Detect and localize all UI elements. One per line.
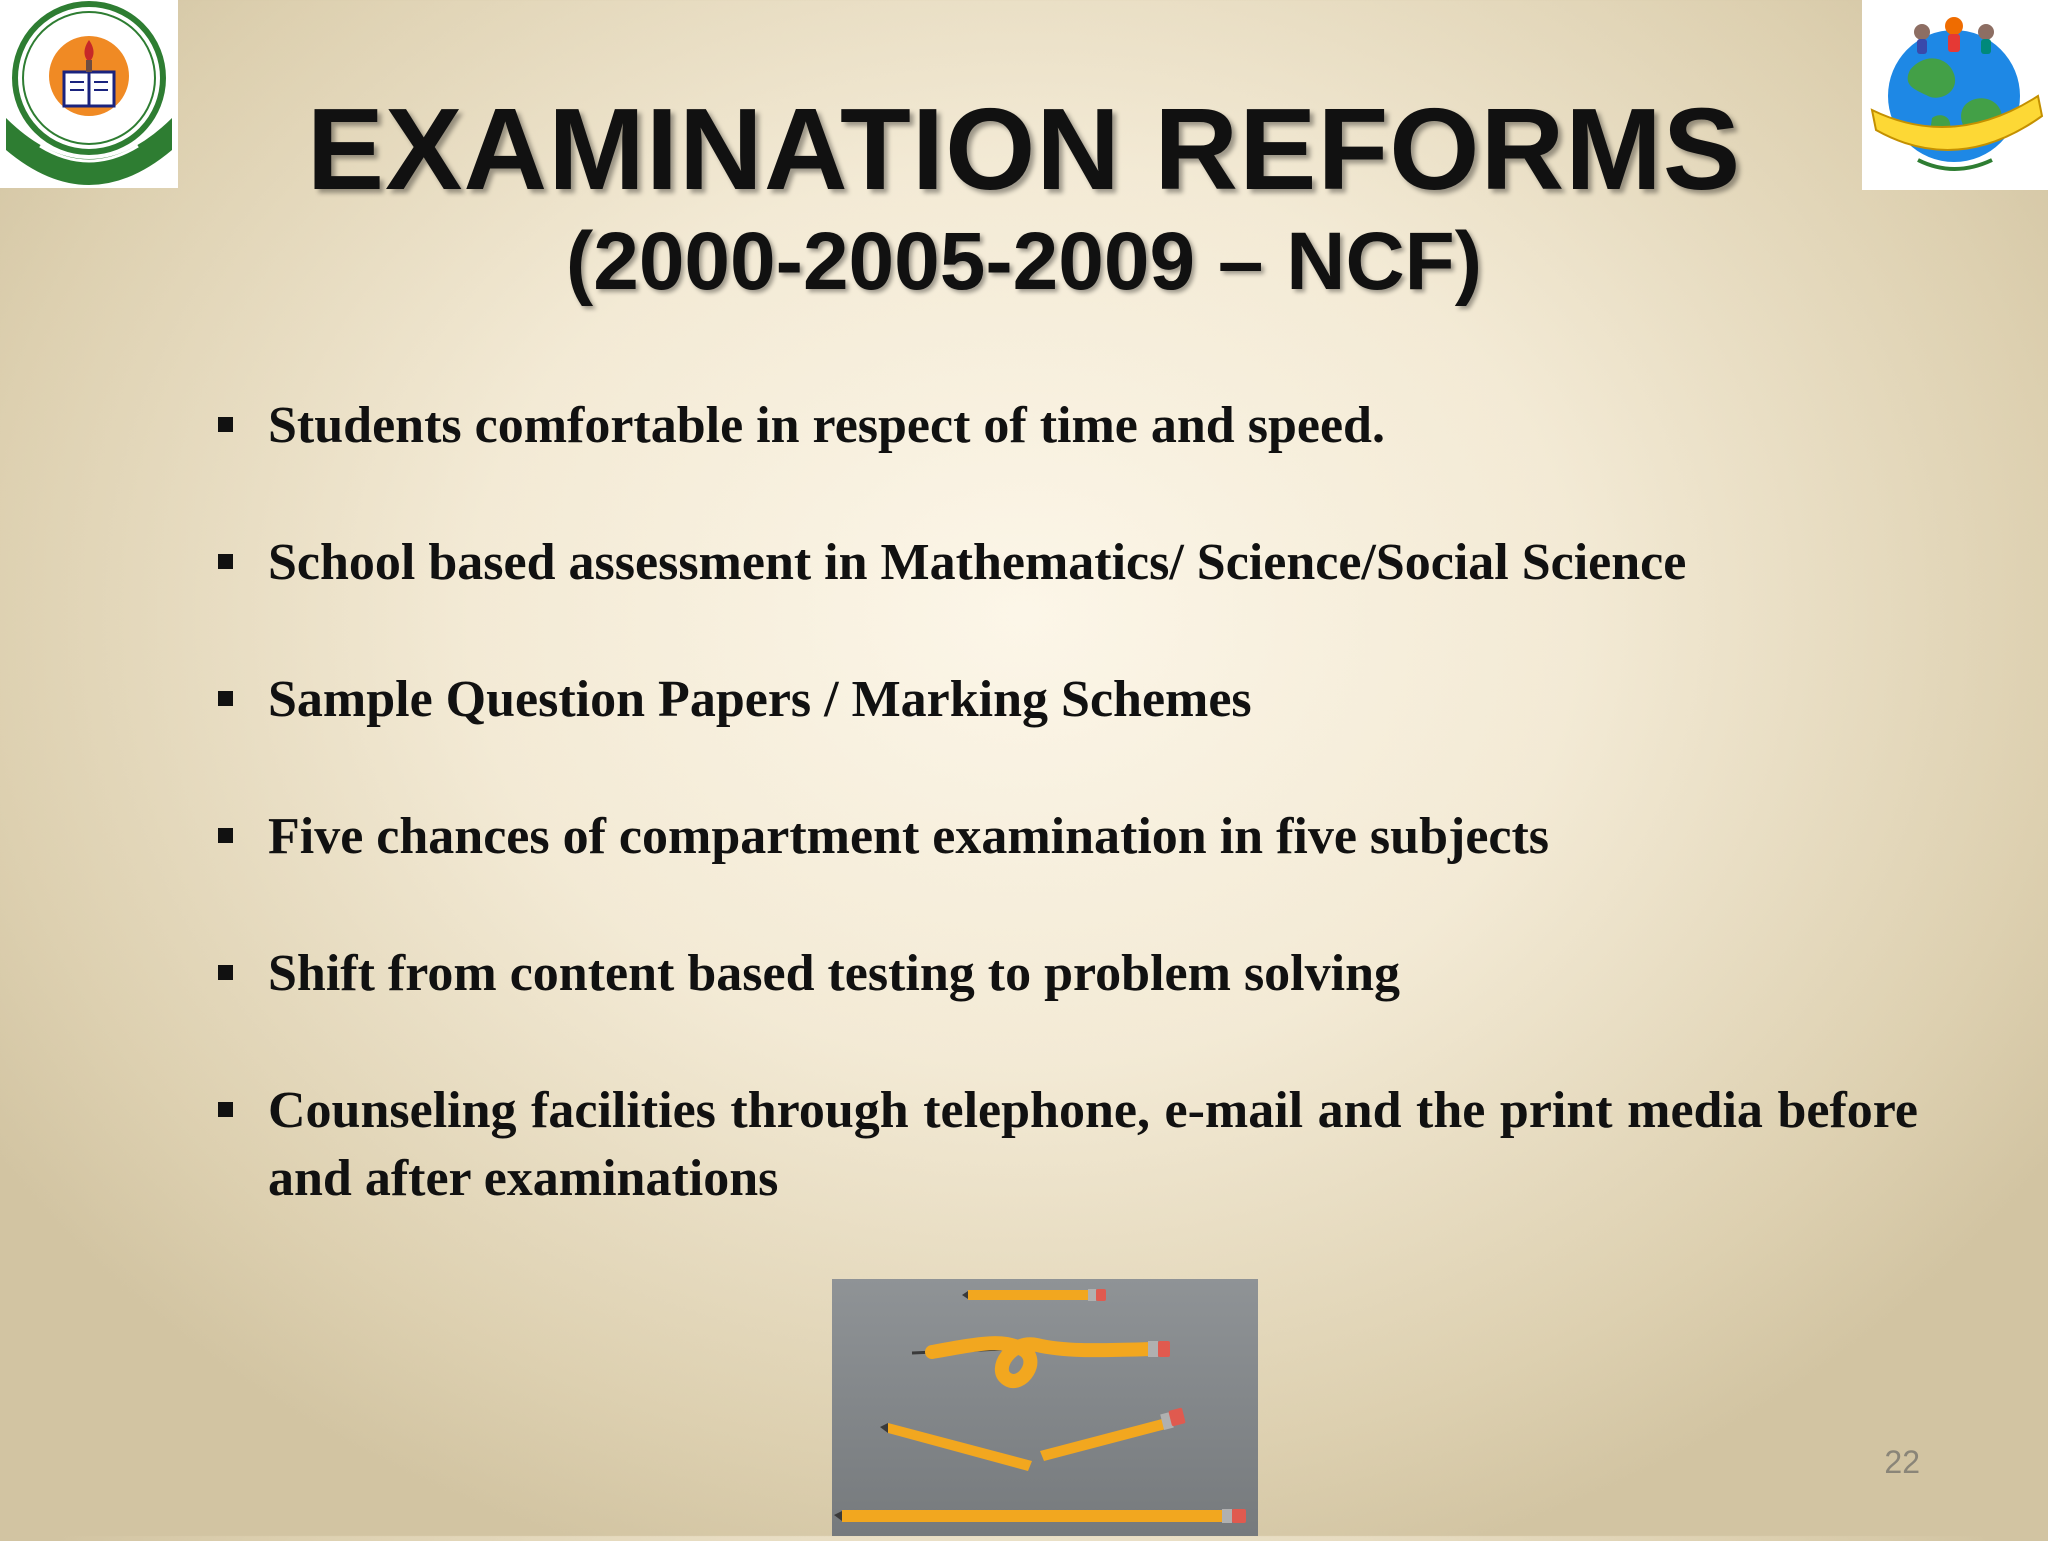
bullet-item — [210, 529, 1918, 597]
bullet-text: Students comfortable in respect of time and speed. — [268, 397, 1385, 454]
bullet-list — [210, 392, 1918, 1213]
square-bullet-icon — [218, 965, 233, 980]
square-bullet-icon — [218, 691, 233, 706]
square-bullet-icon — [218, 554, 233, 569]
bullet-item — [210, 392, 1918, 460]
bullet-text: Sample Question Papers / Marking Schemes — [268, 671, 1252, 728]
bullet-item — [210, 1077, 1918, 1213]
bullet-text: Five chances of compartment examination in five subjects — [268, 808, 1550, 865]
broken-knotted-pencils-photo — [832, 1279, 1258, 1536]
pencils-photo — [832, 1279, 1258, 1536]
bullet-item — [210, 940, 1918, 1008]
bullet-item — [210, 666, 1918, 734]
slide-title: EXAMINATION REFORMS — [306, 84, 1742, 214]
slide-subtitle: (2000-2005-2009 – NCF) — [565, 216, 1483, 307]
bullet-item — [210, 803, 1918, 871]
bullet-text: Counseling facilities through telephone, e-mail and the print media before and after examinations — [268, 1082, 1918, 1207]
square-bullet-icon — [218, 1102, 233, 1117]
square-bullet-icon — [218, 417, 233, 432]
bullet-text: Shift from content based testing to problem solving — [268, 945, 1400, 1002]
bullet-text: School based assessment in Mathematics/ Science/Social Science — [268, 534, 1687, 591]
page-number: 22 — [1884, 1444, 1920, 1480]
square-bullet-icon — [218, 828, 233, 843]
